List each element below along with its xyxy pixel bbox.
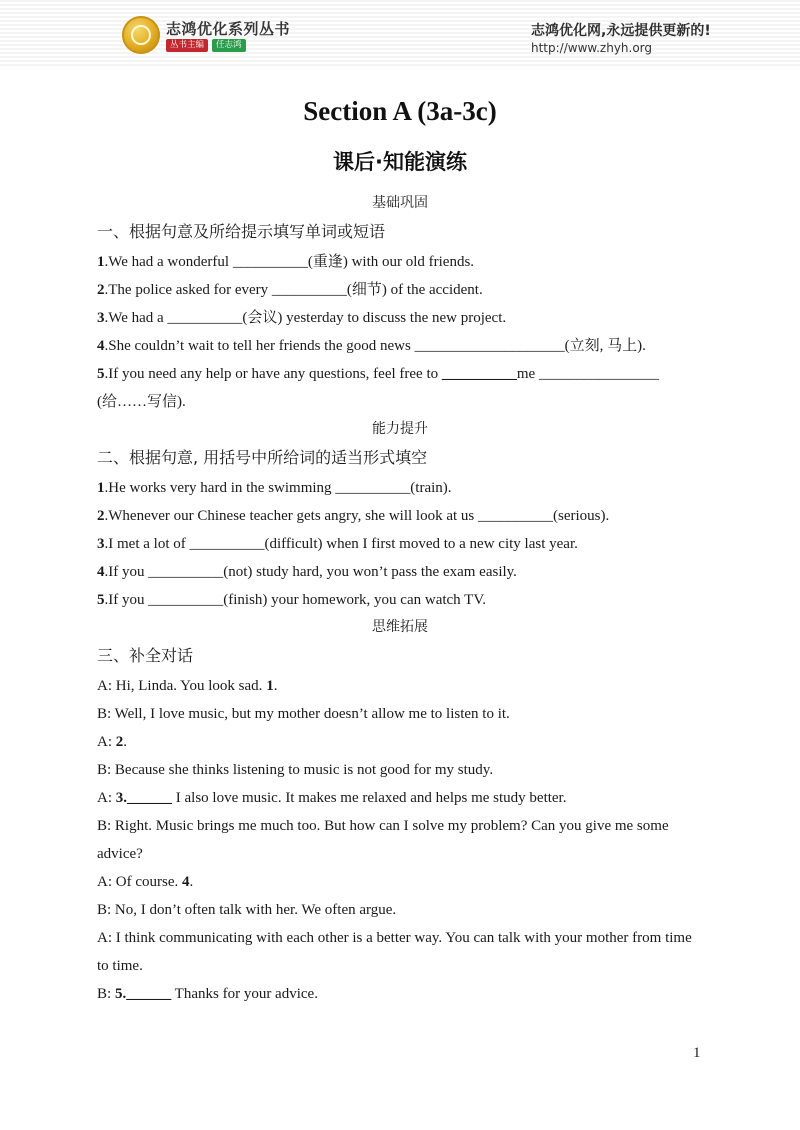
exercise-2-3 [97, 530, 703, 558]
exercise-2-4 [97, 558, 703, 586]
question-text: .The police asked for every __________(细节) of the accident. [104, 282, 483, 298]
exercise-1-2 [97, 276, 703, 304]
dialog-line-4: B: Because she thinks listening to music is not good for my study. [97, 762, 494, 778]
question-number: 1 [97, 254, 105, 270]
question-number: 2 [97, 508, 105, 524]
dialog-text: . [123, 734, 127, 750]
question-number: 5 [97, 592, 105, 608]
dialog-line-7 [97, 868, 703, 896]
question-text: .She couldn’t wait to tell her friends the good news ____________________(立刻, 马上). [104, 338, 646, 354]
answer-blank: .______ [122, 986, 172, 1002]
worksheet-content [97, 190, 703, 1008]
question-number: 4 [97, 338, 105, 354]
dialog-line-1 [97, 672, 703, 700]
question-text: .Whenever our Chinese teacher gets angry, she will look at us __________(serious). [104, 508, 610, 524]
question-text: (给……写信). [97, 394, 186, 410]
dialog-line-2: B: Well, I love music, but my mother doesn’t allow me to listen to it. [97, 706, 510, 722]
dialog-text: A: Hi, Linda. You look sad. [97, 678, 267, 694]
exercise-1-5-continued [97, 388, 703, 416]
dialog-line-8: B: No, I don’t often talk with her. We often argue. [97, 902, 397, 918]
dialog-line-5 [97, 784, 703, 812]
editor-badge: 丛书主编 [166, 39, 208, 52]
question-number: 4 [97, 564, 105, 580]
exercise-1-1 [97, 248, 703, 276]
question-number: 5 [97, 366, 105, 382]
question-number: 3 [97, 536, 105, 552]
dialog-text: B: [97, 986, 115, 1002]
header-url: http://www.zhyh.org [531, 41, 653, 55]
question-number: 5 [114, 986, 123, 1002]
dialog-text: I also love music. It makes me relaxed and helps me study better. [172, 790, 567, 806]
page-subtitle: 课后·知能演练 [333, 150, 467, 174]
exercise-2-1 [97, 474, 703, 502]
question-text: .I met a lot of __________(difficult) when I first moved to a new city last year. [104, 536, 578, 552]
question-text: .If you __________(finish) your homework, you can watch TV. [104, 592, 486, 608]
question-number: 1 [266, 678, 274, 694]
question-text: .If you __________(not) study hard, you won’t pass the exam easily. [104, 564, 517, 580]
dialog-text: Thanks for your advice. [171, 986, 318, 1002]
question-text: .He works very hard in the swimming __________(train). [104, 480, 452, 496]
question-number: 2 [115, 734, 124, 750]
question-number: 4 [181, 874, 190, 890]
dialog-line-6: B: Right. Music brings me much too. But how can I solve my problem? Can you give me some advice? [97, 818, 669, 862]
section-heading-one: 一、根据句意及所给提示填写单词或短语 [97, 222, 386, 241]
dialog-text: . [189, 874, 194, 890]
level-heading-extend: 思维拓展 [372, 619, 428, 635]
dialog-text: A: [97, 734, 116, 750]
dialog-text: A: Of course. [97, 874, 182, 890]
section-heading-two: 二、根据句意, 用括号中所给词的适当形式填空 [97, 448, 428, 467]
exercise-1-5 [97, 360, 703, 388]
question-text: .If you need any help or have any questions, feel free to [104, 366, 442, 382]
exercise-2-2 [97, 502, 703, 530]
brand-title: 志鸿优化系列丛书 [166, 20, 291, 38]
dialog-line-9: A: I think communicating with each other is a better way. You can talk with your mother from time to time. [97, 930, 692, 974]
exercise-1-4 [97, 332, 703, 360]
question-number: 1 [97, 480, 105, 496]
question-text: .We had a __________(会议) yesterday to discuss the new project. [104, 310, 507, 326]
question-text: me ________________ [516, 366, 659, 382]
answer-blank: .______ [123, 790, 172, 806]
dialog-line-10 [97, 980, 703, 1008]
dialog-text: . [273, 678, 278, 694]
dialog-line-3 [97, 728, 703, 756]
header-slogan: 志鸿优化网,永远提供更新的! [531, 23, 711, 39]
page-header [0, 0, 800, 66]
level-heading-improve: 能力提升 [372, 421, 428, 437]
question-number: 2 [97, 282, 105, 298]
publisher-logo-icon [122, 16, 160, 54]
dialog-text: A: [97, 790, 116, 806]
level-heading-basic: 基础巩固 [372, 195, 428, 211]
question-number: 3 [97, 310, 105, 326]
exercise-2-5 [97, 586, 703, 614]
page-title: Section A (3a-3c) [303, 96, 497, 126]
question-text: .We had a wonderful __________(重逢) with our old friends. [104, 254, 475, 270]
exercise-1-3 [97, 304, 703, 332]
question-number: 3 [115, 790, 124, 806]
section-heading-three: 三、补全对话 [97, 646, 194, 665]
answer-blank: __________ [441, 366, 517, 382]
brand-badges [166, 39, 246, 52]
page-number: 1 [693, 1045, 701, 1061]
editor-name-badge: 任志鸿 [212, 39, 246, 52]
